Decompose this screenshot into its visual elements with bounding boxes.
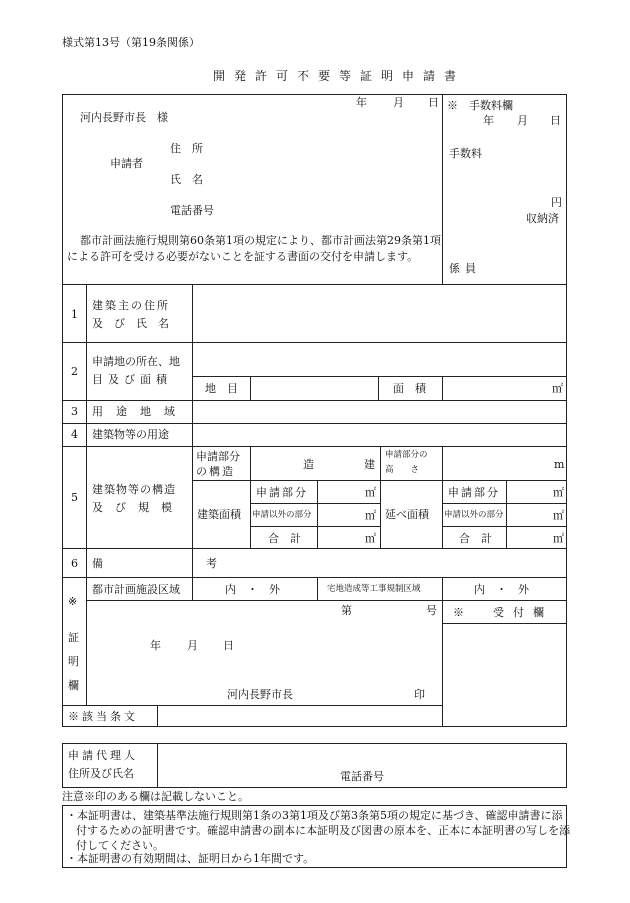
fee-section-heading: ※ 手数料欄: [447, 99, 513, 112]
row-5-label-line1: 建築物等の構造: [92, 483, 176, 496]
building-area-label: 建築面積: [197, 508, 241, 521]
row-6-label: 備 考: [92, 557, 263, 570]
certification-side-3: 欄: [68, 679, 79, 692]
agent-label-line1: 申請代理人: [68, 749, 138, 762]
development-zone-label: 宅地造成等工事規制区域: [327, 584, 421, 594]
fee-date-year: 年: [483, 114, 494, 127]
row-4-label: 建築物等の用途: [92, 428, 169, 441]
floor-total-unit: ㎡: [553, 532, 564, 545]
agent-box-border: [63, 744, 567, 788]
clerk-label: 係員: [449, 262, 481, 275]
application-date-month: 月: [393, 96, 404, 109]
applicant-label: 申請者: [110, 157, 143, 170]
floor-other-unit: ㎡: [553, 509, 564, 522]
addressee: 河内長野市長 様: [80, 111, 168, 124]
building-total-label: 合 計: [268, 532, 301, 545]
building-applied-part-label: 申請部分: [256, 486, 308, 499]
row-1-label-line1: 建築主の住所: [92, 299, 170, 312]
row-1-label-line2: 及び氏名: [92, 317, 180, 330]
certificate-number-dai: 第: [341, 604, 352, 617]
seal-mark: 印: [414, 688, 425, 701]
floor-total-label: 合 計: [459, 532, 492, 545]
reception-column-heading: ※ 受付欄: [453, 606, 553, 619]
structure-zou: 造: [303, 458, 314, 471]
agent-label-line2: 住所及び氏名: [68, 767, 134, 780]
row-5-number: 5: [71, 491, 78, 504]
application-date-day: 日: [428, 96, 439, 109]
row-2-label-line2: 目及び面積: [92, 373, 172, 386]
certifier-mayor: 河内長野市長: [227, 688, 293, 701]
application-statement: 都市計画法施行規則第60条第1項の規定により、都市計画法第29条第1項による許可を受ける必要がないことを証する書面の交付を申請します。: [67, 234, 441, 263]
fee-date-month: 月: [517, 114, 528, 127]
planning-zone-label: 都市計画施設区域: [92, 583, 180, 596]
building-other-unit: ㎡: [365, 509, 376, 522]
address-label: 住 所: [170, 142, 203, 155]
structure-label-line1: 申請部分: [196, 450, 240, 463]
floor-area-label: 延べ面積: [385, 508, 429, 521]
note-2: ・本証明書の有効期間は、証明日から1年間です。: [66, 852, 315, 865]
form-title: 開発許可不要等証明申請書: [213, 69, 466, 83]
land-area-unit: ㎡: [552, 382, 563, 395]
row-1-number: 1: [71, 308, 78, 321]
planning-zone-inside-outside: 内 ・ 外: [225, 583, 280, 596]
building-other-part-label: 申請以外の部分: [252, 510, 312, 520]
application-date-year: 年: [356, 96, 367, 109]
row-4-number: 4: [71, 428, 78, 441]
certification-side-2: 明: [68, 655, 79, 668]
certification-side-1: 証: [68, 631, 79, 644]
agent-phone-label: 電話番号: [340, 770, 384, 783]
row-3-number: 3: [71, 405, 78, 418]
floor-applied-unit: ㎡: [553, 486, 564, 499]
form-number: 様式第13号（第19条関係）: [62, 36, 200, 49]
certificate-number-go: 号: [426, 604, 437, 617]
building-total-unit: ㎡: [365, 532, 376, 545]
height-label-line2: 高 さ: [385, 465, 420, 475]
note-1: ・本証明書は、建築基準法施行規則第1条の3第1項及び第3条第5項の規定に基づき、確認申請書に添付するための証明書です。確認申請書の副本に本証明及び図書の原本を、正本に本証明書の写しを添付してください。: [66, 809, 571, 852]
row-3-label: 用途地域: [92, 405, 188, 418]
fee-yen-unit: 円: [551, 196, 562, 209]
certification-date-day: 日: [223, 639, 234, 652]
fee-paid-label: 収納済: [526, 212, 559, 225]
applicable-clause-label: ※該当条文: [68, 710, 138, 723]
land-category-label: 地 目: [205, 382, 238, 395]
caution-note: 注意※印のある欄は記載しないこと。: [62, 790, 249, 803]
phone-label: 電話番号: [170, 204, 214, 217]
building-applied-unit: ㎡: [365, 486, 376, 499]
structure-ken: 建: [364, 458, 375, 471]
development-zone-inside-outside: 内 ・ 外: [474, 583, 529, 596]
name-label: 氏 名: [170, 173, 203, 186]
height-unit: m: [554, 458, 565, 471]
floor-other-part-label: 申請以外の部分: [444, 510, 504, 520]
row-6-number: 6: [71, 557, 78, 570]
row-5-label-line2: 及び規模: [92, 501, 184, 514]
row-2-number: 2: [71, 365, 78, 378]
floor-applied-part-label: 申請部分: [448, 486, 500, 499]
land-area-label: 面 積: [393, 382, 426, 395]
height-label-line1: 申請部分の: [385, 450, 428, 460]
structure-label-line2: の構造: [196, 465, 235, 478]
certification-date-month: 月: [187, 639, 198, 652]
fee-date-day: 日: [550, 114, 561, 127]
fee-label: 手数料: [449, 147, 482, 160]
row-2-label-line1: 申請地の所在、地: [92, 355, 180, 368]
certification-mark: ※: [68, 595, 78, 608]
certification-date-year: 年: [150, 639, 161, 652]
